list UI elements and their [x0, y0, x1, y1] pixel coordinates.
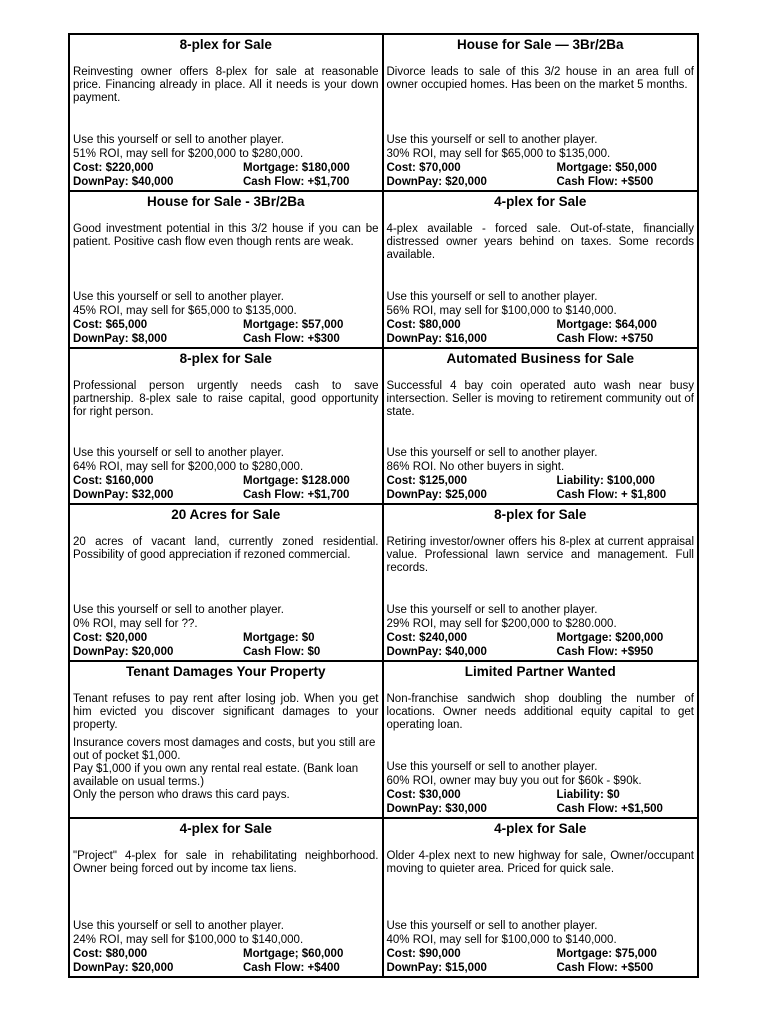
roi-line: 86% ROI. No other buyers in sight. — [386, 461, 565, 474]
card-title: 8-plex for Sale — [179, 350, 272, 366]
cash-flow-value: Cash Flow: +$1,700 — [243, 175, 350, 188]
card-title: Tenant Damages Your Property — [125, 664, 326, 680]
downpay-value: DownPay: $32,000 — [73, 489, 174, 502]
financials — [387, 474, 695, 502]
roi-line: 24% ROI, may sell for $100,000 to $140,000. — [73, 933, 304, 946]
use-line: Use this yourself or sell to another player. — [73, 447, 284, 460]
use-line: Use this yourself or sell to another player. — [386, 604, 598, 617]
financials — [387, 947, 695, 975]
card-footer — [73, 290, 379, 346]
cash-flow-value: Cash Flow: +$950 — [556, 646, 654, 659]
payer-line: Only the person who draws this card pays. — [73, 789, 290, 802]
cash-flow-value: Cash Flow: +$300 — [243, 332, 340, 345]
roi-line: 40% ROI, may sell for $100,000 to $140,000. — [386, 933, 617, 946]
card-title: 8-plex for Sale — [494, 507, 587, 523]
card-title: 8-plex for Sale — [179, 37, 272, 52]
cost-value: Cost: $80,000 — [386, 318, 461, 331]
roi-line: 29% ROI, may sell for $200,000 to $280.000. — [386, 618, 617, 631]
deal-card — [384, 192, 698, 349]
roi-line: 0% ROI, may sell for ??. — [73, 618, 198, 631]
insurance-line: Insurance covers most damages and costs, but you still are out of pocket $1,000. — [73, 737, 376, 763]
card-description: 4-plex available - forced sale. Out-of-state, financially distressed owner years behind on taxes. Some records available. — [386, 222, 694, 261]
roi-line: 64% ROI, may sell for $200,000 to $280,000. — [73, 461, 304, 474]
cost-value: Cost: $20,000 — [73, 632, 148, 645]
card-description: Professional person urgently needs cash to save partnership. 8-plex sale to raise capital, good opportunity for right person. — [73, 379, 379, 418]
card-footer — [387, 133, 695, 189]
mortgage-value: Mortgage; $60,000 — [243, 947, 344, 960]
card-description: Non-franchise sandwich shop doubling the number of locations. Owner needs additional equity capital to get operating loan. — [386, 693, 694, 732]
mortgage-value: Mortgage: $75,000 — [556, 947, 657, 960]
card-title: 4-plex for Sale — [494, 821, 587, 837]
card-description: Older 4-plex next to new highway for sale, Owner/occupant moving to quieter area. Priced for quick sale. — [386, 850, 694, 876]
card-title: House for Sale — 3Br/2Ba — [456, 37, 624, 52]
deal-card — [384, 819, 698, 976]
card-description: Successful 4 bay coin operated auto wash near busy intersection. Seller is moving to retirement community out of state. — [386, 379, 694, 418]
mortgage-value: Mortgage: $200,000 — [556, 632, 664, 645]
cost-value: Cost: $70,000 — [386, 161, 461, 174]
event-card — [70, 662, 384, 819]
card-footer — [387, 760, 695, 816]
card-title: Limited Partner Wanted — [464, 664, 616, 680]
use-line: Use this yourself or sell to another player. — [386, 447, 598, 460]
cost-value: Cost: $220,000 — [73, 161, 154, 174]
cost-value: Cost: $30,000 — [386, 789, 461, 802]
card-description: Retiring investor/owner offers his 8-plex at current appraisal value. Professional lawn service and management. Full records. — [386, 536, 694, 575]
use-line: Use this yourself or sell to another player. — [73, 133, 284, 146]
card-description: "Project" 4-plex for sale in rehabilitating neighborhood. Owner being forced out by income tax liens. — [73, 850, 379, 876]
cash-flow-value: Cash Flow: +$400 — [243, 961, 340, 974]
cash-flow-value: Cash Flow: $0 — [243, 646, 321, 659]
deal-card — [70, 192, 384, 349]
card-footer — [387, 290, 695, 346]
financials — [73, 161, 379, 189]
liability-value: Liability: $0 — [556, 789, 620, 802]
cash-flow-value: Cash Flow: + $1,800 — [556, 489, 667, 502]
card-title: 20 Acres for Sale — [171, 507, 281, 523]
card-description: Tenant refuses to pay rent after losing job. When you get him evicted you discover significant damages to your property. — [73, 693, 379, 732]
roi-line: 51% ROI, may sell for $200,000 to $280,000. — [73, 147, 304, 160]
downpay-value: DownPay: $20,000 — [73, 646, 174, 659]
roi-line: 56% ROI, may sell for $100,000 to $140,000. — [386, 304, 617, 317]
card-footer — [73, 133, 379, 189]
downpay-value: DownPay: $20,000 — [386, 175, 487, 188]
use-line: Use this yourself or sell to another player. — [386, 919, 598, 932]
card-footer — [387, 919, 695, 975]
roi-line: 45% ROI, may sell for $65,000 to $135,000. — [73, 304, 297, 317]
cash-flow-value: Cash Flow: +$500 — [556, 961, 654, 974]
deal-card — [384, 35, 698, 192]
mortgage-value: Mortgage: $128.000 — [243, 475, 350, 488]
mortgage-value: Mortgage: $64,000 — [556, 318, 657, 331]
deal-card — [384, 505, 698, 662]
use-line: Use this yourself or sell to another player. — [386, 761, 598, 774]
cost-value: Cost: $125,000 — [386, 475, 468, 488]
liability-value: Liability: $100,000 — [556, 475, 655, 488]
deal-card — [70, 505, 384, 662]
cash-flow-value: Cash Flow: +$1,700 — [243, 489, 350, 502]
downpay-value: DownPay: $16,000 — [386, 332, 487, 345]
downpay-value: DownPay: $40,000 — [386, 646, 487, 659]
cost-value: Cost: $90,000 — [386, 947, 461, 960]
downpay-value: DownPay: $15,000 — [386, 961, 487, 974]
card-title: 4-plex for Sale — [494, 193, 587, 209]
roi-line: 30% ROI, may sell for $65,000 to $135,000. — [386, 147, 611, 160]
cash-flow-value: Cash Flow: +$500 — [556, 175, 654, 188]
cost-value: Cost: $65,000 — [73, 318, 148, 331]
financials — [387, 631, 695, 659]
cash-flow-value: Cash Flow: +$750 — [556, 332, 654, 345]
deal-card — [70, 35, 384, 192]
use-line: Use this yourself or sell to another player. — [73, 919, 284, 932]
deal-card — [384, 662, 698, 819]
downpay-value: DownPay: $40,000 — [73, 175, 174, 188]
roi-line: 60% ROI, owner may buy you out for $60k - $90k. — [386, 775, 642, 788]
card-footer — [387, 446, 695, 502]
card-title: 4-plex for Sale — [179, 821, 272, 837]
deal-card — [384, 349, 698, 506]
card-description: Reinvesting owner offers 8-plex for sale at reasonable price. Financing already in place. All it needs is your down payment. — [73, 66, 379, 104]
card-description: Divorce leads to sale of this 3/2 house in an area full of owner occupied homes. Has been on the market 5 months. — [386, 66, 694, 91]
use-line: Use this yourself or sell to another player. — [386, 290, 598, 303]
mortgage-value: Mortgage: $50,000 — [556, 161, 657, 174]
cost-value: Cost: $240,000 — [386, 632, 468, 645]
financials — [73, 631, 379, 659]
financials — [387, 318, 695, 346]
downpay-value: DownPay: $8,000 — [73, 332, 167, 345]
card-sheet — [68, 33, 699, 978]
deal-card — [70, 819, 384, 976]
use-line: Use this yourself or sell to another player. — [386, 133, 598, 146]
card-title: Automated Business for Sale — [446, 350, 635, 366]
financials — [73, 318, 379, 346]
cost-value: Cost: $80,000 — [73, 947, 148, 960]
card-description: Good investment potential in this 3/2 house if you can be patient. Positive cash flow even though rents are weak. — [73, 222, 379, 248]
card-footer — [73, 603, 379, 659]
financials — [387, 161, 695, 189]
mortgage-value: Mortgage: $180,000 — [243, 161, 350, 174]
deal-card — [70, 349, 384, 506]
card-title: House for Sale - 3Br/2Ba — [146, 193, 305, 209]
downpay-value: DownPay: $20,000 — [73, 961, 174, 974]
card-description: 20 acres of vacant land, currently zoned residential. Possibility of good appreciation if rezoned commercial. — [73, 536, 379, 562]
financials — [387, 788, 695, 816]
use-line: Use this yourself or sell to another player. — [73, 290, 284, 303]
payment-line: Pay $1,000 if you own any rental real estate. (Bank loan available on usual terms.) — [73, 763, 359, 789]
financials — [73, 947, 379, 975]
card-footer — [73, 446, 379, 502]
downpay-value: DownPay: $30,000 — [386, 803, 487, 816]
mortgage-value: Mortgage: $0 — [243, 632, 315, 645]
card-footer — [387, 603, 695, 659]
mortgage-value: Mortgage: $57,000 — [243, 318, 344, 331]
financials — [73, 474, 379, 502]
use-line: Use this yourself or sell to another player. — [73, 604, 284, 617]
downpay-value: DownPay: $25,000 — [386, 489, 487, 502]
card-extra-text — [73, 737, 379, 802]
card-footer — [73, 919, 379, 975]
cash-flow-value: Cash Flow: +$1,500 — [556, 803, 663, 816]
cost-value: Cost: $160,000 — [73, 475, 154, 488]
